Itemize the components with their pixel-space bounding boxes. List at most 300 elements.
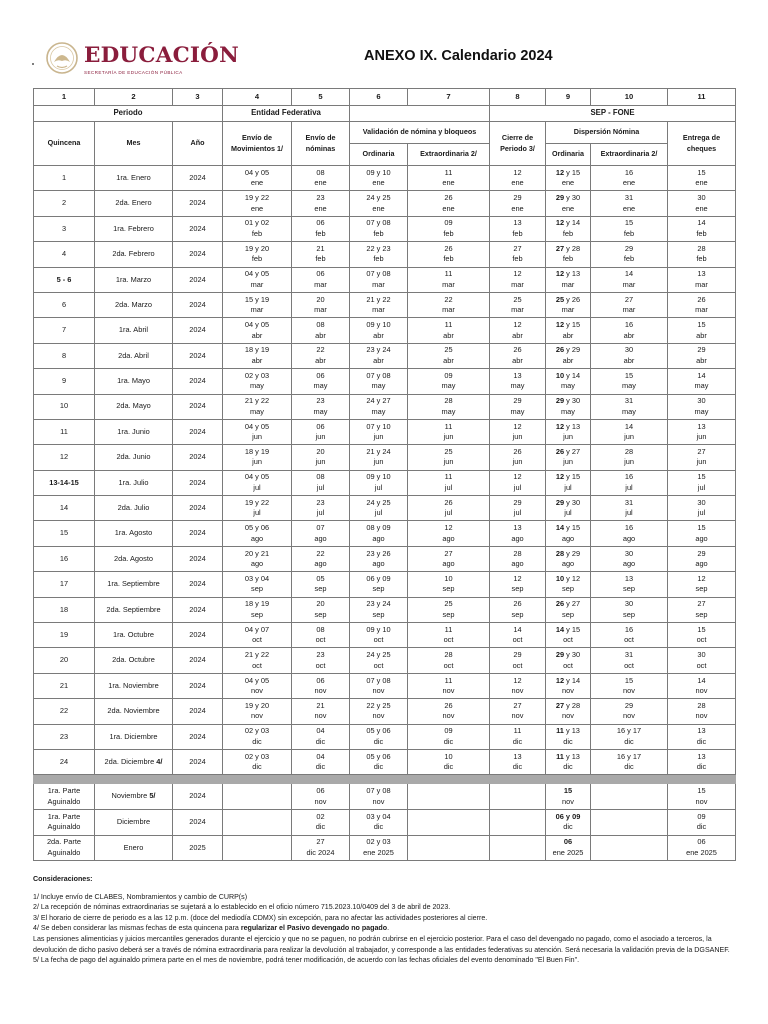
anio-cell: [173, 623, 223, 648]
dispersion-ordinaria-cell: [546, 369, 591, 394]
mes-cell: [95, 470, 173, 495]
month-value: nov: [695, 686, 708, 695]
month-value: jun: [624, 457, 634, 467]
date-value: y 14: [564, 218, 581, 228]
date-value: 11: [444, 167, 453, 177]
envio-nominas-cell: [292, 809, 350, 835]
envio-movimientos-cell: [223, 572, 292, 597]
month-value: jul: [625, 508, 633, 518]
validacion-ordinaria-cell: [350, 699, 408, 724]
envio-movimientos-cell: [223, 809, 292, 835]
notes-title: Consideraciones:: [33, 875, 93, 883]
page-header: [0, 0, 768, 86]
date-value: 20: [316, 446, 325, 456]
table-row: [34, 166, 736, 191]
date-value: 05 y 06: [366, 726, 391, 736]
dispersion-extraordinaria-cell: [591, 724, 668, 749]
month-value: nov: [511, 686, 524, 695]
date-value: 07 y 08: [366, 269, 391, 279]
mes-value: 2da. Marzo: [115, 299, 152, 309]
margin-dot: [32, 63, 34, 65]
date-value: 02 y 03: [244, 751, 270, 761]
entrega-cheques-cell: [668, 369, 736, 394]
month-value: jun: [512, 457, 523, 467]
month-value: dic: [512, 762, 523, 772]
quincena-value: 6: [61, 299, 67, 309]
date-value: 11: [444, 624, 453, 634]
note-3: 3/ El horario de cierre de periodo es a las 12 p.m. (doce del mediodía CDMX) sin excepción, para no afectar las actividades posteriores al cierre.: [33, 913, 488, 922]
month-value: jul: [513, 508, 522, 518]
anio-value: 2024: [189, 579, 206, 589]
quincena-cell: [34, 470, 95, 495]
envio-movimientos-cell: [223, 724, 292, 749]
quincena-cell: [34, 242, 95, 267]
quincena-cell: [34, 835, 95, 861]
month-value: dic 2024: [306, 847, 335, 857]
date-value: 21: [316, 700, 325, 710]
table-row: [34, 369, 736, 394]
date-value: 10: [444, 751, 453, 761]
anio-cell: [173, 521, 223, 546]
month-value: dic: [512, 736, 523, 746]
anio-cell: [173, 445, 223, 470]
quincena-cell: [34, 749, 95, 774]
table-row: [34, 419, 736, 444]
entrega-cheques-cell: [668, 648, 736, 673]
date-value: 21: [316, 243, 325, 253]
date-line: [547, 295, 589, 306]
dispersion-ordinaria-cell: [546, 648, 591, 673]
month-value: may: [622, 381, 636, 391]
month-value: nov: [695, 711, 708, 721]
month-value: jun: [373, 432, 384, 442]
calendar-rows: [34, 166, 736, 775]
envio-movimientos-cell: [223, 496, 292, 521]
date-bold-value: 29: [555, 497, 565, 507]
validacion-extraordinaria-cell: [408, 699, 490, 724]
dispersion-extraordinaria-cell: [591, 749, 668, 774]
date-value: 06: [316, 269, 325, 279]
month-value: may: [622, 406, 636, 416]
month-value: dic: [563, 736, 573, 746]
entrega-cheques-cell: [668, 242, 736, 267]
quincena-cell: [34, 784, 95, 810]
month-value: abr: [443, 355, 454, 365]
date-value: 15 y 19: [244, 294, 270, 304]
month-value: feb: [251, 254, 263, 264]
month-value: may: [441, 406, 456, 416]
quincena-value: 3: [61, 223, 67, 233]
anio-cell: [173, 216, 223, 241]
date-value: 22: [444, 294, 453, 304]
mes-value: 1ra. Agosto: [114, 528, 153, 538]
quincena-cell: [34, 267, 95, 292]
envio-nominas-cell: [292, 673, 350, 698]
col-number: 2: [95, 89, 173, 106]
anio-cell: [173, 835, 223, 861]
date-bold-value: 10: [555, 370, 565, 380]
entrega-cheques-cell: [668, 835, 736, 861]
dispersion-ordinaria-cell: [546, 699, 591, 724]
month-value: jun: [252, 457, 262, 467]
date-value: 31: [624, 650, 634, 660]
quincena-value: 2da. Parte: [46, 837, 82, 847]
mes-note: 4/: [156, 756, 163, 766]
envio-nominas-cell: [292, 343, 350, 368]
envio-movimientos-cell: [223, 521, 292, 546]
date-bold-value: 29: [555, 650, 565, 660]
quincena-cell: [34, 572, 95, 597]
header-validacion-ordinaria: Ordinaria: [350, 144, 408, 166]
quincena-value: 10: [59, 401, 69, 411]
date-value: 09: [697, 811, 706, 821]
date-value: 13: [513, 218, 522, 228]
mes-value: 2da. Septiembre: [106, 604, 161, 614]
date-value: 07 y 08: [366, 786, 391, 796]
envio-movimientos-cell: [223, 343, 292, 368]
validacion-ordinaria-cell: [350, 673, 408, 698]
validacion-extraordinaria-cell: [408, 724, 490, 749]
notes-section: [33, 874, 738, 966]
quincena-cell: [34, 521, 95, 546]
date-value: 12: [697, 573, 706, 583]
date-value: 14: [697, 675, 706, 685]
table-row: [34, 546, 736, 571]
validacion-extraordinaria-cell: [408, 673, 490, 698]
month-value: may: [313, 406, 328, 416]
month-value: nov: [314, 796, 327, 806]
cierre-cell: [490, 216, 546, 241]
date-value: 12: [444, 523, 453, 533]
date-value: 04 y 05: [244, 167, 270, 177]
month-value: abr: [251, 330, 263, 340]
month-value: feb: [623, 254, 635, 264]
date-value: 06: [697, 837, 706, 847]
date-bold-value: 27: [555, 243, 565, 253]
date-value: 28: [444, 650, 453, 660]
anio-cell: [173, 419, 223, 444]
date-value: 21 y 22: [244, 650, 270, 660]
date-bold-value: 11: [556, 751, 564, 761]
date-value: 16: [624, 624, 634, 634]
envio-movimientos-cell: [223, 699, 292, 724]
envio-movimientos-cell: [223, 318, 292, 343]
date-bold-value: 25: [555, 294, 565, 304]
month-value: feb: [562, 228, 574, 238]
anio-cell: [173, 784, 223, 810]
dispersion-extraordinaria-cell: [591, 835, 668, 861]
month-value: oct: [512, 660, 523, 670]
entrega-cheques-cell: [668, 470, 736, 495]
month-value: dic: [373, 736, 384, 746]
month-value: abr: [443, 330, 454, 340]
date-value: 08: [316, 624, 325, 634]
validacion-extraordinaria-cell: [408, 597, 490, 622]
month-value: feb: [696, 254, 707, 264]
header-entrega-cheques: Entrega de cheques: [668, 122, 736, 166]
date-value: y 26: [564, 294, 581, 304]
table-row: [34, 623, 736, 648]
validacion-extraordinaria-cell: [408, 521, 490, 546]
envio-nominas-cell: [292, 242, 350, 267]
validacion-ordinaria-cell: [350, 784, 408, 810]
logo-name: EDUCACIÓN: [84, 43, 239, 68]
dispersion-ordinaria-cell: [546, 784, 591, 810]
validacion-ordinaria-cell: [350, 191, 408, 216]
month-value: sep: [251, 584, 263, 594]
cierre-cell: [490, 546, 546, 571]
envio-movimientos-cell: [223, 835, 292, 861]
date-value: 09 y 10: [366, 624, 391, 634]
date-value: 19 y 20: [244, 243, 270, 253]
envio-movimientos-cell: [223, 267, 292, 292]
month-value: sep: [511, 584, 524, 594]
month-value: dic: [624, 762, 634, 772]
date-value: 23 y 26: [366, 548, 391, 558]
month-value: mar: [250, 305, 264, 315]
col-number: 5: [292, 89, 350, 106]
date-value: 26: [444, 243, 453, 253]
month-value: jul: [316, 482, 325, 492]
anio-value: 2024: [189, 477, 206, 487]
anio-value: 2024: [189, 706, 206, 716]
entrega-cheques-cell: [668, 216, 736, 241]
date-value: 26: [444, 497, 453, 507]
cierre-cell: [490, 267, 546, 292]
validacion-extraordinaria-cell: [408, 784, 490, 810]
mes-value: Enero: [123, 842, 144, 852]
month-value: mar: [372, 305, 385, 315]
month-value: ene: [561, 203, 575, 213]
date-value: 29: [513, 396, 522, 406]
table-row: [34, 216, 736, 241]
validacion-ordinaria-cell: [350, 445, 408, 470]
date-value: 07: [316, 523, 325, 533]
month-value: ago: [622, 559, 636, 569]
month-value: may: [250, 381, 264, 391]
quincena-cell: [34, 648, 95, 673]
month-value: dic: [696, 762, 707, 772]
validacion-ordinaria-cell: [350, 623, 408, 648]
month-value: jul: [253, 482, 261, 492]
month-value: jun: [315, 432, 326, 442]
quincena-value: 5 - 6: [56, 274, 72, 284]
date-value: 29: [624, 700, 634, 710]
month-value: dic: [443, 762, 454, 772]
header-quincena: Quincena: [34, 122, 95, 166]
eagle-seal-icon: [44, 40, 80, 80]
date-value: 06: [316, 675, 325, 685]
month-value: sep: [511, 609, 524, 619]
envio-nominas-cell: [292, 699, 350, 724]
date-value: 05 y 06: [366, 751, 391, 761]
anio-cell: [173, 267, 223, 292]
validacion-ordinaria-cell: [350, 470, 408, 495]
envio-movimientos-cell: [223, 369, 292, 394]
month-value: jun: [624, 432, 634, 442]
cierre-cell: [490, 191, 546, 216]
month-value: ene: [511, 178, 524, 188]
date-value: 14: [697, 370, 706, 380]
date-value: 30: [697, 497, 706, 507]
date-value: 18 y 19: [244, 446, 270, 456]
date-value: y 28: [564, 243, 581, 253]
header-anio: Año: [173, 122, 223, 166]
month-value: feb: [623, 228, 635, 238]
date-value: 11: [444, 269, 453, 279]
date-value: 26: [697, 294, 706, 304]
date-value: 04 y 05: [244, 472, 270, 482]
dispersion-extraordinaria-cell: [591, 216, 668, 241]
date-value: 30: [697, 396, 706, 406]
cierre-cell: [490, 343, 546, 368]
date-bold-value: 12: [555, 675, 565, 685]
entrega-cheques-cell: [668, 673, 736, 698]
month-value: abr: [251, 355, 263, 365]
date-value: 12: [513, 675, 522, 685]
envio-nominas-cell: [292, 318, 350, 343]
date-value: y 14: [564, 675, 581, 685]
month-value: dic: [696, 736, 707, 746]
date-value: 29: [513, 193, 522, 203]
month-value: sep: [314, 609, 327, 619]
sep-logo: [44, 40, 239, 80]
envio-nominas-cell: [292, 419, 350, 444]
anio-cell: [173, 597, 223, 622]
date-line: [547, 574, 589, 585]
date-value: 16: [624, 472, 634, 482]
month-value: feb: [315, 254, 326, 264]
validacion-extraordinaria-cell: [408, 623, 490, 648]
month-value: ago: [511, 533, 524, 543]
month-value: oct: [563, 635, 573, 645]
cierre-cell: [490, 835, 546, 861]
quincena-value: 2: [61, 198, 67, 208]
date-value: 28: [697, 243, 706, 253]
anio-cell: [173, 318, 223, 343]
table-row: [34, 572, 736, 597]
validacion-extraordinaria-cell: [408, 546, 490, 571]
validacion-ordinaria-cell: [350, 724, 408, 749]
date-value: 23 y 24: [366, 599, 391, 609]
mes-value: 2da. Junio: [116, 452, 151, 462]
month-value: abr: [315, 330, 326, 340]
month-value: feb: [443, 254, 454, 264]
envio-nominas-cell: [292, 445, 350, 470]
validacion-ordinaria-cell: [350, 242, 408, 267]
envio-movimientos-cell: [223, 749, 292, 774]
date-value: 31: [624, 497, 634, 507]
dispersion-ordinaria-cell: [546, 724, 591, 749]
date-value: 12: [513, 320, 522, 330]
date-value: 08: [316, 320, 325, 330]
envio-nominas-cell: [292, 470, 350, 495]
dispersion-extraordinaria-cell: [591, 394, 668, 419]
date-value: 12: [513, 573, 522, 583]
month-value: jul: [697, 482, 706, 492]
dispersion-ordinaria-cell: [546, 242, 591, 267]
mes-value: 2da. Julio: [117, 503, 150, 513]
date-value: y 29: [564, 345, 581, 355]
month-value: may: [561, 381, 575, 391]
date-value: 23: [316, 650, 325, 660]
quincena-value: 18: [59, 604, 69, 614]
note-4: [33, 923, 738, 934]
mes-cell: [95, 216, 173, 241]
validacion-extraordinaria-cell: [408, 496, 490, 521]
dispersion-extraordinaria-cell: [591, 546, 668, 571]
quincena-cell: [34, 699, 95, 724]
anio-value: 2024: [189, 198, 206, 208]
date-bold-value: 12: [555, 421, 565, 431]
date-value: 03 y 04: [366, 811, 391, 821]
quincena-cell: [34, 673, 95, 698]
date-value: 22: [316, 548, 325, 558]
dispersion-ordinaria-cell: [546, 809, 591, 835]
dispersion-extraordinaria-cell: [591, 809, 668, 835]
mes-cell: [95, 521, 173, 546]
dispersion-extraordinaria-cell: [591, 292, 668, 317]
quincena-cell: [34, 419, 95, 444]
date-value: 10: [444, 573, 453, 583]
envio-movimientos-cell: [223, 419, 292, 444]
entrega-cheques-cell: [668, 809, 736, 835]
month-value: oct: [443, 660, 454, 670]
col-number: 7: [408, 89, 490, 106]
date-value: y 30: [564, 193, 581, 203]
envio-nominas-cell: [292, 394, 350, 419]
dispersion-extraordinaria-cell: [591, 343, 668, 368]
month-value: mar: [695, 305, 708, 315]
col-number: 6: [350, 89, 408, 106]
envio-movimientos-cell: [223, 673, 292, 698]
month-value: ene 2025: [686, 847, 717, 857]
validacion-ordinaria-cell: [350, 521, 408, 546]
date-value: 14: [697, 218, 706, 228]
cierre-cell: [490, 749, 546, 774]
envio-movimientos-cell: [223, 546, 292, 571]
date-line: [547, 523, 589, 534]
month-value: ago: [561, 559, 575, 569]
note-4-end: .: [387, 924, 390, 933]
envio-movimientos-cell: [223, 242, 292, 267]
month-value: nov: [442, 711, 455, 721]
month-value: sep: [442, 584, 455, 594]
envio-movimientos-cell: [223, 470, 292, 495]
dispersion-ordinaria-cell: [546, 673, 591, 698]
quincena-cell: [34, 597, 95, 622]
mes-value: 1ra. Diciembre: [109, 731, 158, 741]
table-row: [34, 470, 736, 495]
date-bold-value: 27: [555, 700, 565, 710]
date-line: [547, 599, 589, 610]
mes-cell: [95, 724, 173, 749]
date-value: 29: [697, 345, 706, 355]
dispersion-extraordinaria-cell: [591, 572, 668, 597]
quincena-cell: [34, 343, 95, 368]
note-5: 5/ La fecha de pago del aguinaldo primera parte en el mes de noviembre, podrá tener modificación, de acuerdo con las fechas oficiales del evento denominado "El Buen Fin".: [33, 956, 580, 965]
mes-cell: [95, 242, 173, 267]
entrega-cheques-cell: [668, 166, 736, 191]
date-value: y 15: [564, 320, 581, 330]
entrega-cheques-cell: [668, 191, 736, 216]
date-value: 15: [697, 167, 706, 177]
date-value: 04 y 07: [244, 624, 270, 634]
validacion-ordinaria-cell: [350, 166, 408, 191]
envio-nominas-cell: [292, 166, 350, 191]
quincena-value: 19: [59, 629, 69, 639]
quincena-cell: [34, 394, 95, 419]
